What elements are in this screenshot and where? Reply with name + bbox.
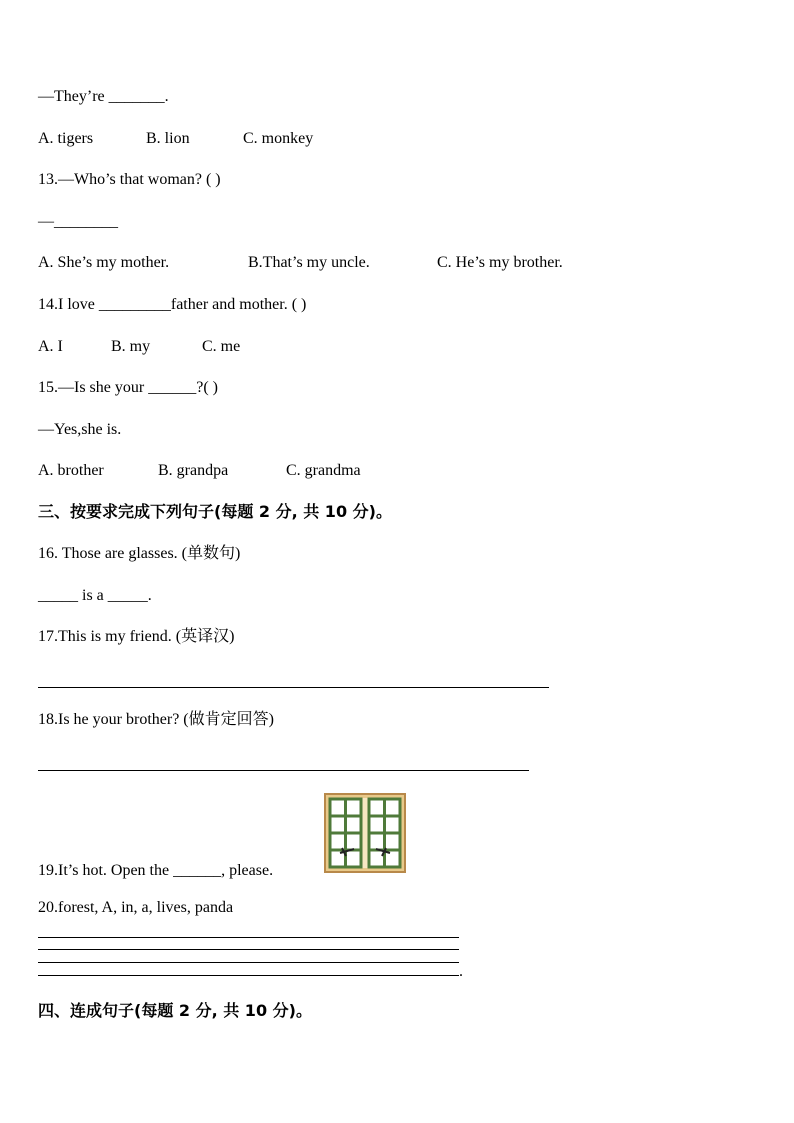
q16-answer-line: _____ is a _____. — [38, 587, 152, 604]
q15-option-c: C. grandma — [286, 462, 361, 479]
q18-question: 18.Is he your brother? (做肯定回答) — [38, 711, 274, 728]
q12-option-b: B. lion — [146, 130, 190, 147]
q20-end-mark: . — [459, 963, 463, 980]
q16-question: 16. Those are glasses. (单数句) — [38, 545, 241, 562]
q19-question: 19.It’s hot. Open the ______, please. — [38, 862, 274, 879]
q20-answer-rule-4 — [38, 975, 459, 976]
q14-option-b: B. my — [111, 338, 151, 355]
q15-answer-line: —Yes,she is. — [38, 421, 122, 438]
q12-options — [38, 129, 438, 149]
section3-heading: 三、按要求完成下列句子(每题 2 分, 共 10 分)。 — [38, 502, 392, 521]
q18-answer-rule — [38, 770, 529, 771]
q20-answer-rule-2 — [38, 949, 459, 950]
q12-answer-line: —They’re _______. — [38, 88, 169, 105]
q12-option-a: A. tigers — [38, 130, 94, 147]
q13-answer-line: —________ — [38, 213, 118, 230]
q12-option-c: C. monkey — [243, 130, 314, 147]
q15-options — [38, 461, 438, 481]
q14-question: 14.I love _________father and mother. ( ) — [38, 296, 307, 313]
q15-option-b: B. grandpa — [158, 462, 229, 479]
q13-option-a: A. She’s my mother. — [38, 254, 170, 271]
window-icon — [324, 793, 406, 873]
q17-answer-rule — [38, 687, 549, 688]
q20-question: 20.forest, A, in, a, lives, panda — [38, 899, 234, 916]
q14-option-c: C. me — [202, 338, 241, 355]
q13-option-b: B.That’s my uncle. — [248, 254, 370, 271]
q13-options — [38, 253, 638, 273]
q20-answer-rule-1 — [38, 937, 459, 938]
q14-option-a: A. I — [38, 338, 63, 355]
q15-option-a: A. brother — [38, 462, 104, 479]
q20-answer-rule-3 — [38, 962, 459, 963]
q13-option-c: C. He’s my brother. — [437, 254, 563, 271]
q13-question: 13.—Who’s that woman? ( ) — [38, 171, 221, 188]
section4-heading: 四、连成句子(每题 2 分, 共 10 分)。 — [38, 1001, 312, 1020]
q17-question: 17.This is my friend. (英译汉) — [38, 628, 235, 645]
q14-options — [38, 337, 338, 357]
q15-question: 15.—Is she your ______?( ) — [38, 379, 218, 396]
